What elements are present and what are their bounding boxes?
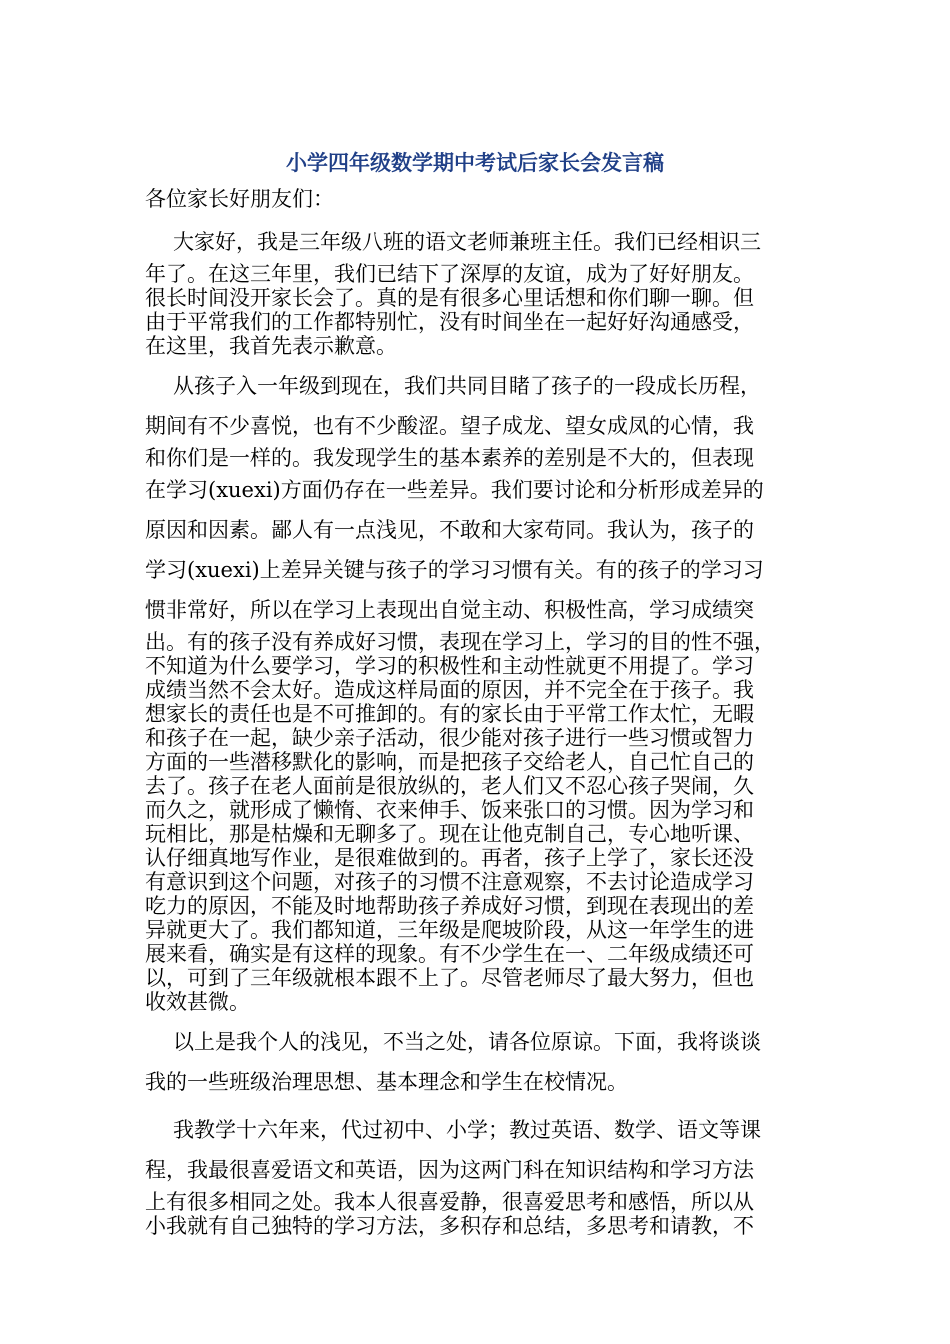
text-line: 程，我最很喜爱语文和英语，因为这两门科在知识结构和学习方法 — [145, 1158, 754, 1182]
text-line: 玩相比，那是枯燥和无聊多了。现在让他克制自己，专心地听课、 — [145, 822, 754, 846]
text-line: 认仔细真地写作业，是很难做到的。再者，孩子上学了，家长还没 — [145, 846, 754, 870]
text-line: 方面的一些潜移默化的影响，而是把孩子交给老人，自己忙自己的 — [145, 750, 754, 774]
text-line: 展来看，确实是有这样的现象。有不少学生在一、二年级成绩还可 — [145, 942, 754, 966]
text-line: 想家长的责任也是不可推卸的。有的家长由于平常工作太忙，无暇 — [145, 702, 754, 726]
text-line: 不知道为什么要学习，学习的积极性和主动性就更不用提了。学习 — [145, 654, 754, 678]
text-line: 在学习(xuexi)方面仍存在一些差异。我们要讨论和分析形成差异的 — [145, 478, 764, 502]
text-line: 年了。在这三年里，我们已结下了深厚的友谊，成为了好好朋友。 — [145, 262, 754, 286]
text-line: 很长时间没开家长会了。真的是有很多心里话想和你们聊一聊。但 — [145, 286, 754, 310]
text-line: 原因和因素。鄙人有一点浅见，不敢和大家苟同。我认为，孩子的 — [145, 518, 754, 542]
text-line: 以，可到了三年级就根本跟不上了。尽管老师尽了最大努力，但也 — [145, 966, 754, 990]
paragraph-1 — [145, 222, 805, 358]
text-line: 在这里，我首先表示歉意。 — [145, 334, 397, 358]
text-line: 上有很多相同之处。我本人很喜爱静，很喜爱思考和感悟，所以从 — [145, 1190, 754, 1214]
text-line: 去了。孩子在老人面前是很放纵的，老人们又不忍心孩子哭闹，久 — [145, 774, 754, 798]
document-body — [145, 148, 805, 1246]
salutation: 各位家长好朋友们： — [145, 187, 334, 211]
text-line: 和你们是一样的。我发现学生的基本素养的差别是不大的，但表现 — [145, 446, 754, 470]
text-line: 有意识到这个问题，对孩子的习惯不注意观察，不去讨论造成学习 — [145, 870, 754, 894]
text-line: 由于平常我们的工作都特别忙，没有时间坐在一起好好沟通感受， — [145, 310, 754, 334]
text-line: 而久之，就形成了懒惰、衣来伸手、饭来张口的习惯。因为学习和 — [145, 798, 754, 822]
paragraph-2 — [145, 366, 805, 1014]
text-line: 以上是我个人的浅见，不当之处，请各位原谅。下面，我将谈谈 — [173, 1030, 761, 1054]
text-line: 成绩当然不会太好。造成这样局面的原因，并不完全在于孩子。我 — [145, 678, 754, 702]
document-title: 小学四年级数学期中考试后家长会发言稿 — [286, 150, 664, 175]
text-line: 期间有不少喜悦，也有不少酸涩。望子成龙、望女成凤的心情，我 — [145, 414, 754, 438]
text-line: 大家好，我是三年级八班的语文老师兼班主任。我们已经相识三 — [173, 230, 761, 254]
text-line: 学习(xuexi)上差异关键与孩子的学习习惯有关。有的孩子的学习习 — [145, 558, 764, 582]
paragraph-3 — [145, 1022, 805, 1102]
paragraph-4 — [145, 1110, 805, 1238]
text-line: 吃力的原因，不能及时地帮助孩子养成好习惯，到现在表现出的差 — [145, 894, 754, 918]
text-line: 我教学十六年来，代过初中、小学；教过英语、数学、语文等课 — [173, 1118, 761, 1142]
text-line: 和孩子在一起，缺少亲子活动，很少能对孩子进行一些习惯或智力 — [145, 726, 754, 750]
text-line: 惯非常好，所以在学习上表现出自觉主动、积极性高，学习成绩突 — [145, 598, 754, 622]
text-line: 小我就有自己独特的学习方法，多积存和总结，多思考和请教，不 — [145, 1214, 754, 1238]
text-line: 我的一些班级治理思想、基本理念和学生在校情况。 — [145, 1070, 628, 1094]
text-line: 出。有的孩子没有养成好习惯，表现在学习上，学习的目的性不强， — [145, 630, 775, 654]
text-line: 收效甚微。 — [145, 990, 250, 1014]
text-line: 异就更大了。我们都知道，三年级是爬坡阶段，从这一年学生的进 — [145, 918, 754, 942]
text-line: 从孩子入一年级到现在，我们共同目睹了孩子的一段成长历程， — [173, 374, 761, 398]
